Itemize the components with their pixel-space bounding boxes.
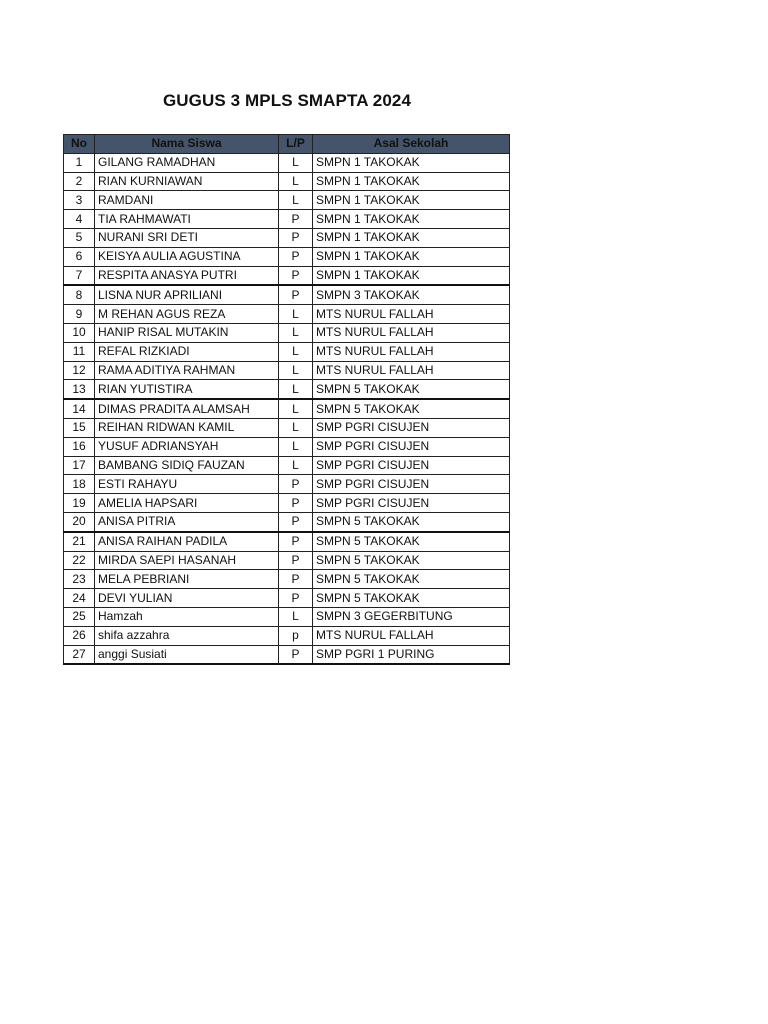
cell-lp: P: [279, 285, 313, 304]
cell-asal-sekolah: MTS NURUL FALLAH: [313, 626, 510, 645]
cell-lp: L: [279, 380, 313, 399]
header-asal-sekolah: Asal Sekolah: [313, 135, 510, 154]
cell-no: 15: [64, 418, 95, 437]
cell-nama-siswa: RIAN KURNIAWAN: [95, 172, 279, 191]
cell-no: 26: [64, 626, 95, 645]
cell-lp: L: [279, 342, 313, 361]
cell-no: 1: [64, 153, 95, 172]
cell-lp: P: [279, 266, 313, 285]
table-header-row: [64, 135, 510, 154]
cell-lp: L: [279, 607, 313, 626]
table-row: [64, 210, 510, 229]
cell-nama-siswa: Hamzah: [95, 607, 279, 626]
table-row: [64, 475, 510, 494]
cell-lp: P: [279, 589, 313, 608]
cell-nama-siswa: RIAN YUTISTIRA: [95, 380, 279, 399]
cell-asal-sekolah: MTS NURUL FALLAH: [313, 323, 510, 342]
cell-no: 5: [64, 228, 95, 247]
cell-asal-sekolah: SMP PGRI CISUJEN: [313, 418, 510, 437]
cell-nama-siswa: M REHAN AGUS REZA: [95, 305, 279, 324]
cell-lp: P: [279, 475, 313, 494]
cell-no: 27: [64, 645, 95, 664]
cell-nama-siswa: LISNA NUR APRILIANI: [95, 285, 279, 304]
cell-asal-sekolah: SMPN 5 TAKOKAK: [313, 570, 510, 589]
cell-asal-sekolah: SMPN 1 TAKOKAK: [313, 210, 510, 229]
cell-nama-siswa: AMELIA HAPSARI: [95, 494, 279, 513]
cell-no: 10: [64, 323, 95, 342]
cell-asal-sekolah: SMPN 5 TAKOKAK: [313, 589, 510, 608]
cell-no: 24: [64, 589, 95, 608]
cell-asal-sekolah: SMPN 1 TAKOKAK: [313, 247, 510, 266]
cell-lp: P: [279, 570, 313, 589]
cell-lp: P: [279, 228, 313, 247]
table-row: [64, 172, 510, 191]
cell-no: 21: [64, 532, 95, 551]
table-row: [64, 418, 510, 437]
cell-no: 11: [64, 342, 95, 361]
cell-asal-sekolah: SMPN 1 TAKOKAK: [313, 228, 510, 247]
table-row: [64, 512, 510, 531]
cell-lp: L: [279, 305, 313, 324]
cell-asal-sekolah: SMP PGRI 1 PURING: [313, 645, 510, 664]
cell-nama-siswa: GILANG RAMADHAN: [95, 153, 279, 172]
cell-no: 6: [64, 247, 95, 266]
cell-no: 12: [64, 361, 95, 380]
cell-asal-sekolah: SMPN 1 TAKOKAK: [313, 266, 510, 285]
cell-nama-siswa: ANISA RAIHAN PADILA: [95, 532, 279, 551]
cell-nama-siswa: RAMDANI: [95, 191, 279, 210]
cell-asal-sekolah: SMP PGRI CISUJEN: [313, 437, 510, 456]
table-row: [64, 532, 510, 551]
table-row: [64, 437, 510, 456]
cell-asal-sekolah: SMP PGRI CISUJEN: [313, 475, 510, 494]
cell-lp: P: [279, 210, 313, 229]
student-table: [63, 134, 510, 665]
cell-asal-sekolah: SMPN 1 TAKOKAK: [313, 172, 510, 191]
table-row: [64, 399, 510, 418]
cell-no: 25: [64, 607, 95, 626]
cell-lp: L: [279, 418, 313, 437]
cell-nama-siswa: MIRDA SAEPI HASANAH: [95, 551, 279, 570]
cell-asal-sekolah: SMPN 5 TAKOKAK: [313, 532, 510, 551]
cell-lp: L: [279, 361, 313, 380]
cell-nama-siswa: TIA RAHMAWATI: [95, 210, 279, 229]
table-row: [64, 361, 510, 380]
cell-nama-siswa: DEVI YULIAN: [95, 589, 279, 608]
table-row: [64, 607, 510, 626]
cell-lp: P: [279, 551, 313, 570]
cell-asal-sekolah: SMPN 3 GEGERBITUNG: [313, 607, 510, 626]
table-row: [64, 626, 510, 645]
cell-no: 16: [64, 437, 95, 456]
cell-asal-sekolah: SMPN 1 TAKOKAK: [313, 191, 510, 210]
cell-lp: P: [279, 512, 313, 531]
cell-nama-siswa: ESTI RAHAYU: [95, 475, 279, 494]
table-row: [64, 323, 510, 342]
cell-asal-sekolah: SMPN 5 TAKOKAK: [313, 380, 510, 399]
cell-lp: L: [279, 191, 313, 210]
table-row: [64, 266, 510, 285]
table-row: [64, 191, 510, 210]
cell-nama-siswa: DIMAS PRADITA ALAMSAH: [95, 399, 279, 418]
cell-no: 22: [64, 551, 95, 570]
cell-nama-siswa: MELA PEBRIANI: [95, 570, 279, 589]
header-lp: L/P: [279, 135, 313, 154]
cell-no: 7: [64, 266, 95, 285]
cell-asal-sekolah: MTS NURUL FALLAH: [313, 342, 510, 361]
cell-no: 20: [64, 512, 95, 531]
cell-nama-siswa: RESPITA ANASYA PUTRI: [95, 266, 279, 285]
cell-lp: L: [279, 399, 313, 418]
table-row: [64, 380, 510, 399]
cell-lp: L: [279, 172, 313, 191]
cell-nama-siswa: KEISYA AULIA AGUSTINA: [95, 247, 279, 266]
cell-no: 9: [64, 305, 95, 324]
cell-no: 2: [64, 172, 95, 191]
cell-nama-siswa: ANISA PITRIA: [95, 512, 279, 531]
header-nama-siswa: Nama Siswa: [95, 135, 279, 154]
table-row: [64, 456, 510, 475]
cell-asal-sekolah: SMPN 5 TAKOKAK: [313, 512, 510, 531]
table-row: [64, 305, 510, 324]
cell-lp: L: [279, 323, 313, 342]
table-row: [64, 551, 510, 570]
cell-nama-siswa: YUSUF ADRIANSYAH: [95, 437, 279, 456]
cell-nama-siswa: BAMBANG SIDIQ FAUZAN: [95, 456, 279, 475]
cell-no: 14: [64, 399, 95, 418]
cell-asal-sekolah: SMP PGRI CISUJEN: [313, 494, 510, 513]
cell-nama-siswa: NURANI SRI DETI: [95, 228, 279, 247]
cell-nama-siswa: shifa azzahra: [95, 626, 279, 645]
cell-lp: P: [279, 494, 313, 513]
cell-lp: L: [279, 437, 313, 456]
cell-nama-siswa: RAMA ADITIYA RAHMAN: [95, 361, 279, 380]
cell-asal-sekolah: MTS NURUL FALLAH: [313, 305, 510, 324]
cell-lp: P: [279, 532, 313, 551]
cell-no: 18: [64, 475, 95, 494]
table-row: [64, 228, 510, 247]
cell-lp: P: [279, 645, 313, 664]
cell-lp: L: [279, 456, 313, 475]
table-row: [64, 494, 510, 513]
table-row: [64, 645, 510, 664]
cell-no: 4: [64, 210, 95, 229]
cell-no: 19: [64, 494, 95, 513]
table-row: [64, 342, 510, 361]
cell-asal-sekolah: SMPN 3 TAKOKAK: [313, 285, 510, 304]
table-row: [64, 247, 510, 266]
cell-nama-siswa: HANIP RISAL MUTAKIN: [95, 323, 279, 342]
cell-no: 8: [64, 285, 95, 304]
table-row: [64, 153, 510, 172]
cell-nama-siswa: anggi Susiati: [95, 645, 279, 664]
cell-no: 17: [64, 456, 95, 475]
table-row: [64, 285, 510, 304]
cell-lp: p: [279, 626, 313, 645]
cell-no: 23: [64, 570, 95, 589]
cell-lp: L: [279, 153, 313, 172]
cell-lp: P: [279, 247, 313, 266]
cell-asal-sekolah: SMPN 1 TAKOKAK: [313, 153, 510, 172]
cell-asal-sekolah: SMPN 5 TAKOKAK: [313, 551, 510, 570]
table-row: [64, 570, 510, 589]
cell-asal-sekolah: SMPN 5 TAKOKAK: [313, 399, 510, 418]
cell-asal-sekolah: MTS NURUL FALLAH: [313, 361, 510, 380]
page-title: GUGUS 3 MPLS SMAPTA 2024: [162, 91, 411, 110]
cell-nama-siswa: REFAL RIZKIADI: [95, 342, 279, 361]
header-no: No: [64, 135, 95, 154]
cell-asal-sekolah: SMP PGRI CISUJEN: [313, 456, 510, 475]
table-row: [64, 589, 510, 608]
cell-nama-siswa: REIHAN RIDWAN KAMIL: [95, 418, 279, 437]
cell-no: 13: [64, 380, 95, 399]
cell-no: 3: [64, 191, 95, 210]
